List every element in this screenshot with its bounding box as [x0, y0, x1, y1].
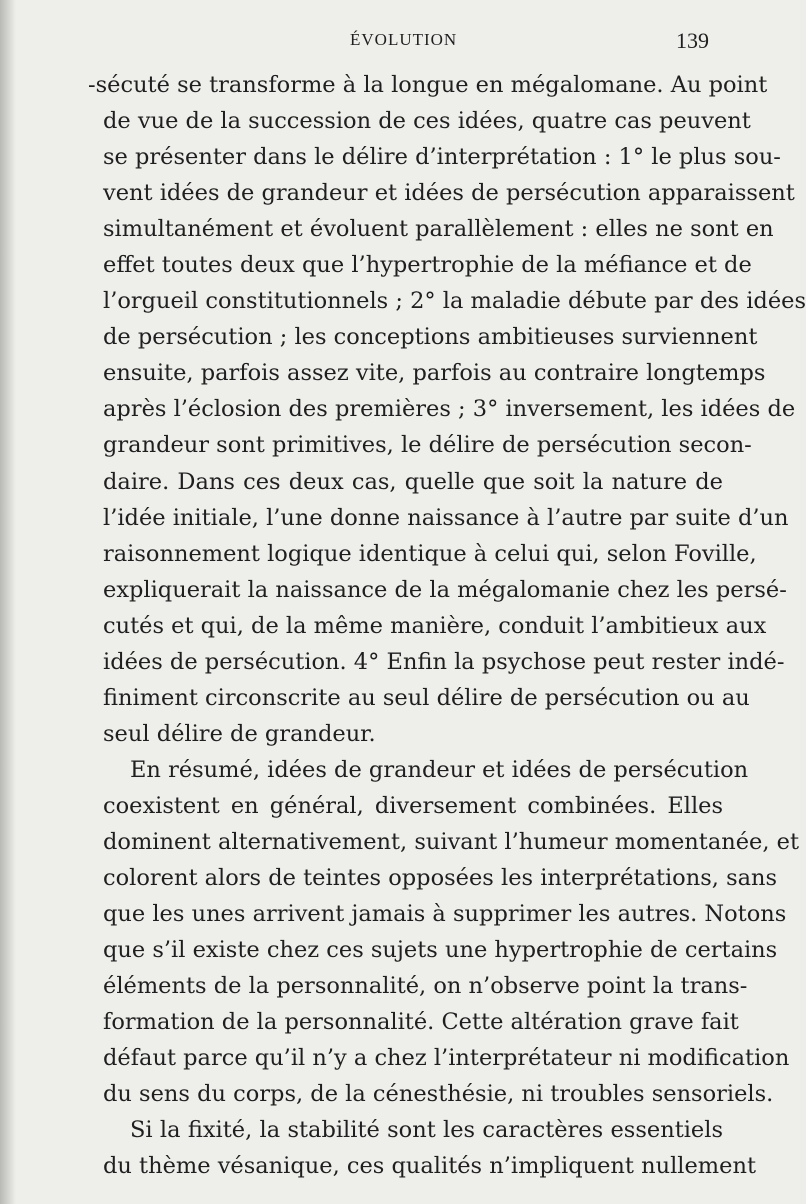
- text-line: du sens du corps, de la cénesthésie, ni troubles sensoriels.: [103, 1081, 774, 1108]
- text-line: de vue de la succession de ces idées, quatre cas peuvent: [103, 108, 751, 135]
- running-title: ÉVOLUTION: [350, 30, 458, 49]
- text-line: effet toutes deux que l’hypertrophie de la méfiance et de: [103, 252, 752, 279]
- text-line: du thème vésanique, ces qualités n’impliquent nullement: [103, 1153, 756, 1180]
- text-line: formation de la personnalité. Cette altération grave fait: [103, 1009, 739, 1036]
- text-line: que les unes arrivent jamais à supprimer les autres. Notons: [103, 901, 787, 928]
- paragraph-end-line: seul délire de grandeur.: [103, 720, 376, 747]
- text-line: éléments de la personnalité, on n’observe point la trans-: [103, 973, 748, 1000]
- text-line: après l’éclosion des premières ; 3° inversement, les idées de: [103, 396, 796, 423]
- text-line: grandeur sont primitives, le délire de persécution secon-: [103, 432, 752, 459]
- text-line: cutés et qui, de la même manière, conduit l’ambitieux aux: [103, 612, 767, 639]
- text-line: que s’il existe chez ces sujets une hypertrophie de certains: [103, 937, 778, 964]
- text-line: raisonnement logique identique à celui qui, selon Foville,: [103, 540, 757, 567]
- text-line: se présenter dans le délire d’interprétation : 1° le plus sou-: [103, 144, 781, 171]
- running-head: [0, 30, 800, 60]
- gutter-shadow: [0, 0, 16, 1204]
- text-line: expliquerait la naissance de la mégalomanie chez les persé-: [103, 576, 787, 603]
- text-line: l’orgueil constitutionnels ; 2° la maladie débute par des idées: [103, 288, 806, 315]
- text-line: idées de persécution. 4° Enfin la psychose peut rester indé-: [103, 648, 785, 675]
- text-line: colorent alors de teintes opposées les interprétations, sans: [103, 865, 778, 892]
- text-line: ensuite, parfois assez vite, parfois au contraire longtemps: [103, 360, 766, 387]
- body-text: [88, 67, 806, 1184]
- paragraph-start-line: En résumé, idées de grandeur et idées de persécution: [130, 756, 749, 783]
- text-line: finiment circonscrite au seul délire de persécution ou au: [103, 684, 750, 711]
- text-line: coexistent en général, diversement combinées. Elles: [103, 792, 723, 819]
- paragraph-start-line: Si la fixité, la stabilité sont les caractères essentiels: [130, 1117, 723, 1144]
- page-number: 139: [676, 28, 709, 53]
- text-line: de persécution ; les conceptions ambitieuses surviennent: [103, 324, 758, 351]
- text-line: vent idées de grandeur et idées de persécution apparaissent: [103, 180, 795, 207]
- text-line: dominent alternativement, suivant l’humeur momentanée, et: [103, 828, 800, 855]
- text-line: -sécuté se transforme à la longue en mégalomane. Au point: [88, 72, 768, 98]
- text-line: défaut parce qu’il n’y a chez l’interprétateur ni modification: [103, 1045, 790, 1072]
- text-line: daire. Dans ces deux cas, quelle que soit la nature de: [103, 468, 723, 495]
- text-line: simultanément et évoluent parallèlement : elles ne sont en: [103, 216, 774, 243]
- text-line: l’idée initiale, l’une donne naissance à l’autre par suite d’un: [103, 504, 789, 531]
